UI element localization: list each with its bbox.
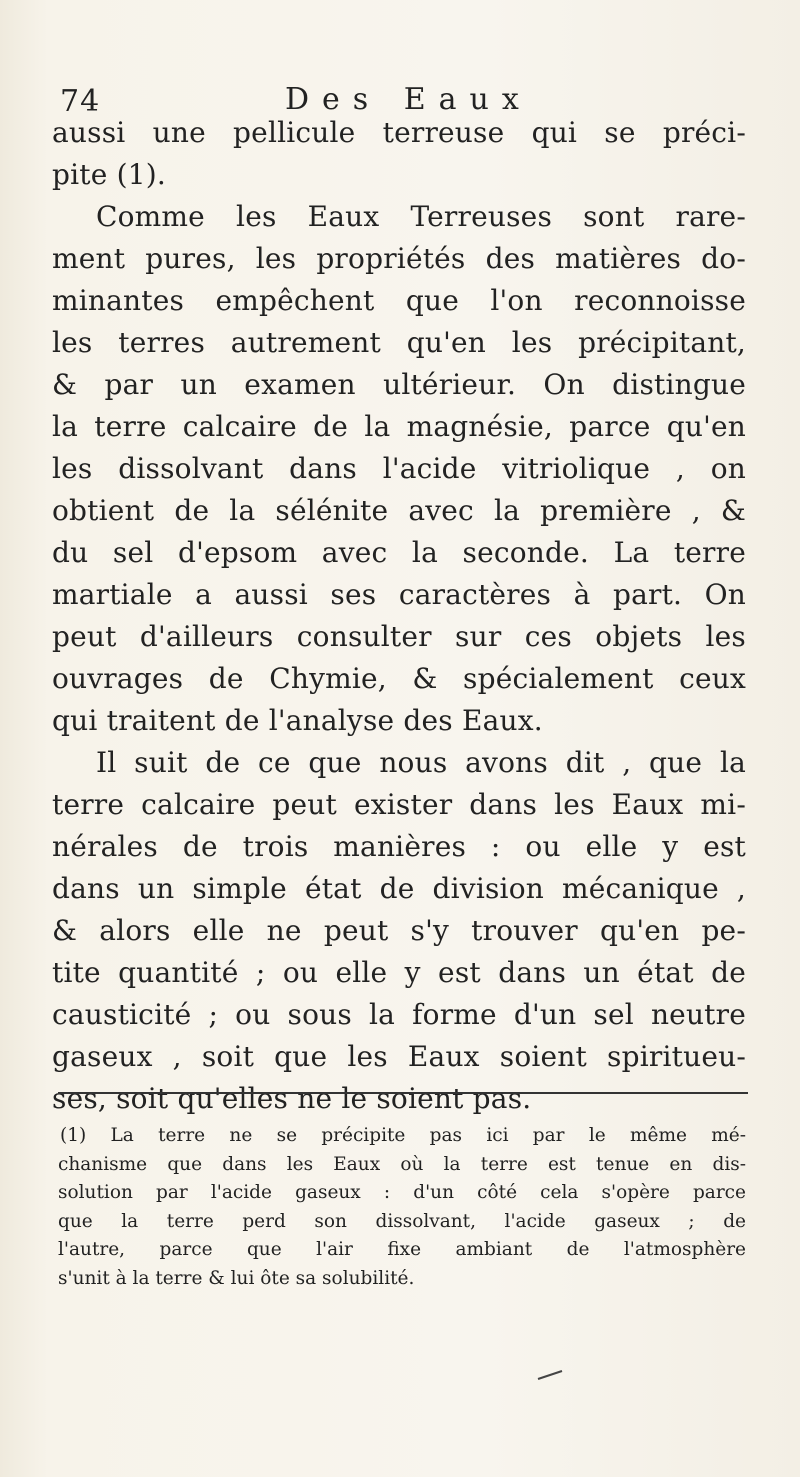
ink-mark: [537, 1370, 563, 1380]
running-title: Des Eaux: [285, 82, 532, 117]
text-line: pite (1).: [52, 158, 166, 191]
footnote-line: l'autre, parce que l'air fixe ambiant de l'atmosphère: [58, 1239, 746, 1260]
text-line: & alors elle ne peut s'y trouver qu'en pe-: [52, 914, 746, 947]
text-line: obtient de la sélénite avec la première , &: [52, 494, 746, 527]
page-number: 74: [60, 84, 101, 119]
text-line: Comme les Eaux Terreuses sont rare-: [96, 200, 746, 233]
text-line: causticité ; ou sous la forme d'un sel neutre: [52, 998, 746, 1031]
footnote-line: s'unit à la terre & lui ôte sa solubilité.: [58, 1267, 415, 1289]
footnote-line: (1) La terre ne se précipite pas ici par le même mé-: [60, 1125, 746, 1146]
text-line: du sel d'epsom avec la seconde. La terre: [52, 536, 746, 569]
text-line: qui traitent de l'analyse des Eaux.: [52, 704, 543, 737]
main-text: [52, 112, 746, 1120]
text-line: Il suit de ce que nous avons dit , que la: [96, 746, 746, 779]
text-line: les terres autrement qu'en les précipitant,: [52, 326, 746, 359]
text-line: ment pures, les propriétés des matières do-: [52, 242, 746, 275]
footnote-line: chanisme que dans les Eaux où la terre est tenue en dis-: [58, 1153, 746, 1175]
text-line: ses, soit qu'elles ne le soient pas.: [52, 1082, 532, 1115]
footnote-line: que la terre perd son dissolvant, l'acide gaseux ; de: [58, 1210, 746, 1232]
text-line: aussi une pellicule terreuse qui se préci-: [52, 116, 746, 149]
text-line: les dissolvant dans l'acide vitriolique , on: [52, 452, 746, 485]
text-line: dans un simple état de division mécanique ,: [52, 872, 746, 905]
text-line: peut d'ailleurs consulter sur ces objets les: [52, 620, 746, 653]
text-line: la terre calcaire de la magnésie, parce qu'en: [52, 410, 746, 443]
text-line: ouvrages de Chymie, & spécialement ceux: [52, 662, 746, 695]
text-line: minantes empêchent que l'on reconnoisse: [52, 284, 746, 317]
text-line: gaseux , soit que les Eaux soient spiritueu-: [52, 1040, 746, 1073]
text-line: terre calcaire peut exister dans les Eaux mi-: [52, 788, 746, 821]
footnote-line: solution par l'acide gaseux : d'un côté cela s'opère parce: [58, 1182, 746, 1203]
text-line: tite quantité ; ou elle y est dans un état de: [52, 956, 746, 989]
text-line: martiale a aussi ses caractères à part. On: [52, 578, 746, 611]
text-line: & par un examen ultérieur. On distingue: [52, 368, 746, 401]
text-line: nérales de trois manières : ou elle y est: [52, 830, 746, 863]
footnote-separator: [58, 1092, 748, 1094]
footnote: [58, 1122, 746, 1293]
